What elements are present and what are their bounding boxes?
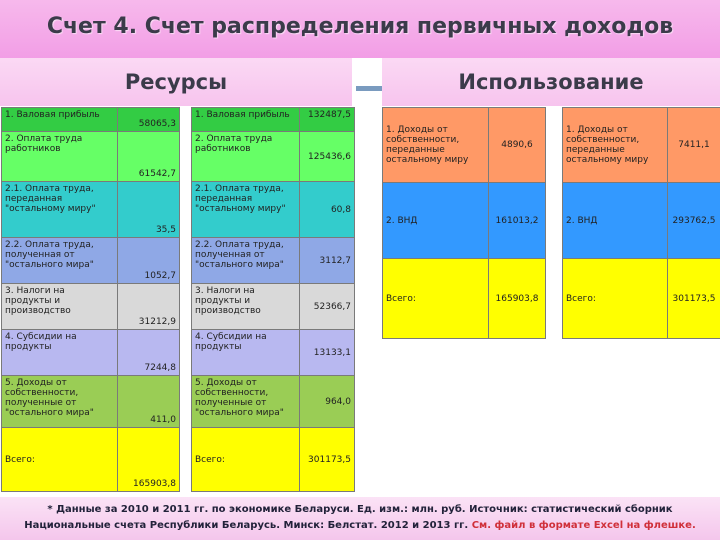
row-value: 411,0: [118, 376, 180, 428]
row-label: 1. Доходы от собственности, переданные остальному миру: [383, 108, 489, 183]
table-row: [192, 428, 355, 492]
table-row: [192, 132, 355, 182]
row-value: 161013,2: [489, 183, 546, 259]
footnote-excel-note: См. файл в формате Excel на флешке.: [471, 520, 696, 531]
footnote-band: [0, 497, 720, 540]
page-title: Счет 4. Счет распределения первичных доходов: [46, 14, 674, 39]
row-label: 2.2. Оплата труда, полученная от "остального мира": [2, 238, 118, 284]
resources-heading: Ресурсы: [124, 70, 228, 94]
table-row: [383, 259, 546, 339]
row-label: 2. ВНД: [563, 183, 668, 259]
row-label: 5. Доходы от собственности, полученные от "остального мира": [192, 376, 300, 428]
row-label: 1. Доходы от собственности, переданные остальному миру: [563, 108, 668, 183]
resources-2010-table: [1, 107, 180, 492]
row-value: 125436,6: [300, 132, 355, 182]
row-label: 2.2. Оплата труда, полученная от "остального мира": [192, 238, 300, 284]
usage-heading: Использование: [458, 70, 644, 94]
table-row: [2, 182, 180, 238]
table-row: [563, 108, 720, 183]
table-row: [192, 284, 355, 330]
row-value: 61542,7: [118, 132, 180, 182]
table-row: [563, 183, 720, 259]
row-label: 2.1. Оплата труда, переданная "остальному миру": [2, 182, 118, 238]
row-value: 52366,7: [300, 284, 355, 330]
row-value: 4890,6: [489, 108, 546, 183]
row-value: 31212,9: [118, 284, 180, 330]
row-value: 293762,5: [668, 183, 720, 259]
footnote-source: Национальные счета Республики Беларусь. Минск: Белстат. 2012 и 2013 гг.: [24, 520, 472, 531]
row-label: 4. Субсидии на продукты: [192, 330, 300, 376]
row-label: 2. Оплата труда работников: [192, 132, 300, 182]
row-value: 165903,8: [118, 428, 180, 492]
table-row: [2, 330, 180, 376]
table-row: [2, 108, 180, 132]
row-value: 964,0: [300, 376, 355, 428]
row-label: 1. Валовая прибыль: [192, 108, 300, 132]
table-row: [2, 238, 180, 284]
table-row: [192, 108, 355, 132]
row-label: Всего:: [563, 259, 668, 339]
usage-2011-table: [562, 107, 720, 339]
table-row: [2, 132, 180, 182]
resources-2011-table: [191, 107, 355, 492]
footnote-line-1: * Данные за 2010 и 2011 гг. по экономике Беларуси. Ед. изм.: млн. руб. Источник: статистический сборник: [47, 504, 673, 515]
table-row: [2, 428, 180, 492]
row-label: 2. ВНД: [383, 183, 489, 259]
row-label: 1. Валовая прибыль: [2, 108, 118, 132]
row-label: 3. Налоги на продукты и производство: [192, 284, 300, 330]
table-row: [2, 376, 180, 428]
table-row: [192, 330, 355, 376]
row-label: 2. Оплата труда работников: [2, 132, 118, 182]
table-row: [563, 259, 720, 339]
row-value: 3112,7: [300, 238, 355, 284]
row-value: 60,8: [300, 182, 355, 238]
footnote-line-2: [0, 520, 720, 531]
row-value: 35,5: [118, 182, 180, 238]
row-label: 3. Налоги на продукты и производство: [2, 284, 118, 330]
header-divider: [352, 58, 354, 106]
row-label: Всего:: [192, 428, 300, 492]
row-label: 4. Субсидии на продукты: [2, 330, 118, 376]
row-value: 7244,8: [118, 330, 180, 376]
row-value: 132487,5: [300, 108, 355, 132]
table-row: [383, 108, 546, 183]
table-row: [192, 182, 355, 238]
row-label: Всего:: [383, 259, 489, 339]
row-value: 165903,8: [489, 259, 546, 339]
table-row: [383, 183, 546, 259]
row-value: 301173,5: [668, 259, 720, 339]
row-value: 301173,5: [300, 428, 355, 492]
row-label: 2.1. Оплата труда, переданная "остальному миру": [192, 182, 300, 238]
row-value: 58065,3: [118, 108, 180, 132]
header-separator-bar: [356, 86, 382, 91]
table-row: [192, 376, 355, 428]
row-value: 7411,1: [668, 108, 720, 183]
row-value: 13133,1: [300, 330, 355, 376]
usage-2010-table: [382, 107, 546, 339]
row-label: 5. Доходы от собственности, полученные от "остального мира": [2, 376, 118, 428]
table-row: [192, 238, 355, 284]
row-value: 1052,7: [118, 238, 180, 284]
row-label: Всего:: [2, 428, 118, 492]
table-row: [2, 284, 180, 330]
